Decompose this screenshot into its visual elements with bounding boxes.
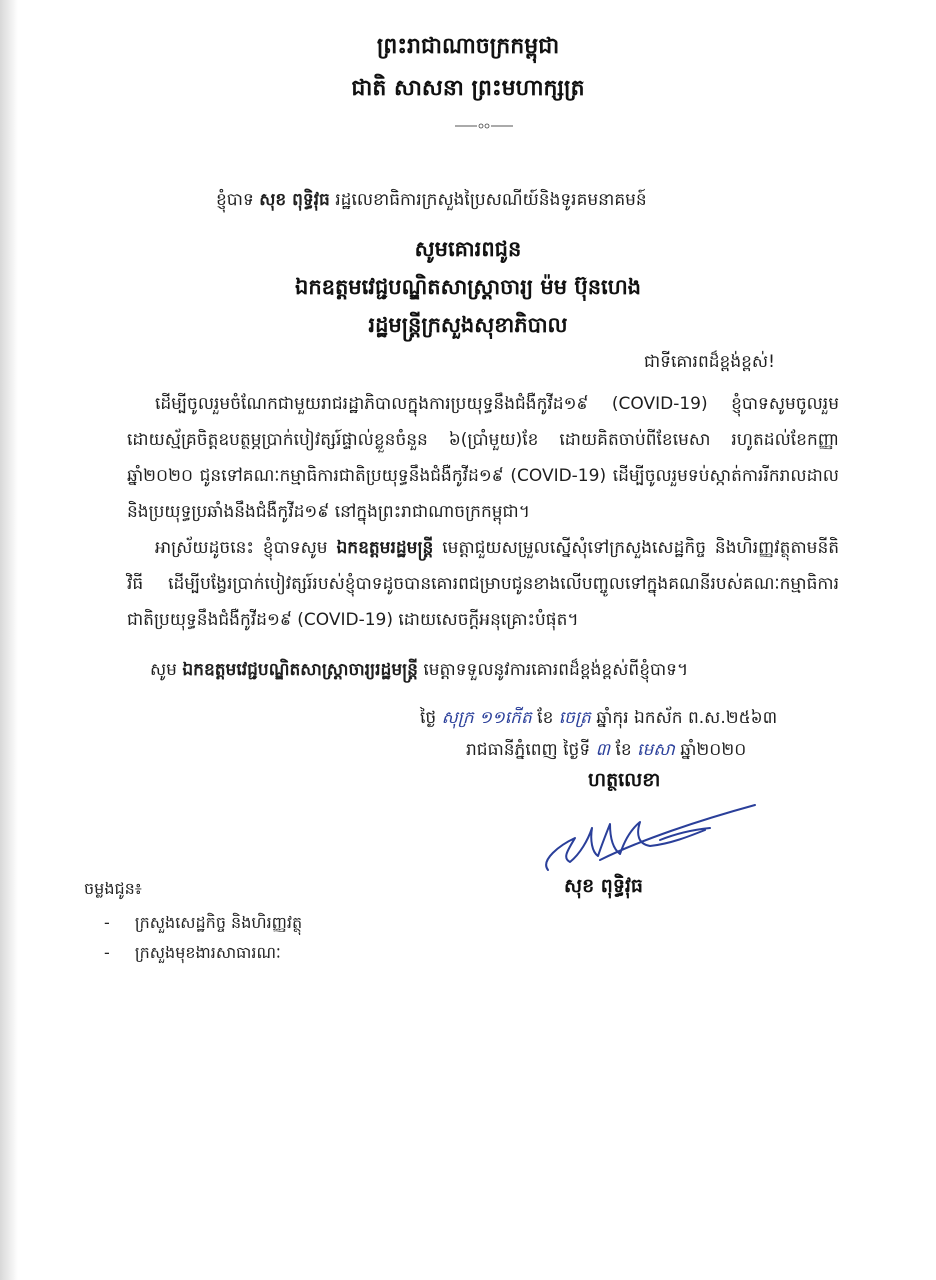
date-place: រាជធានីភ្នំពេញ ថ្ងៃទី <box>466 740 591 760</box>
lunar-month: ចេត្រ <box>558 708 591 728</box>
closing-bold: ឯកឧត្តមវេជ្ជបណ្ឌិតសាស្ត្រាចារ្យរដ្ឋមន្ត្រី <box>182 660 418 680</box>
national-motto: ជាតិ សាសនា ព្រះមហាក្សត្រ <box>351 76 585 101</box>
solar-date-line <box>466 732 746 768</box>
recipient-name: ឯកឧត្តមវេជ្ជបណ្ឌិតសាស្ត្រាចារ្យ ម៉ម ប៊ុនហេង <box>294 275 642 299</box>
lunar-phase: ១១កើត <box>479 708 532 728</box>
cc-bullet: - <box>104 913 110 932</box>
paragraph-2-bold: ឯកឧត្តមរដ្ឋមន្ត្រី <box>336 538 434 558</box>
lunar-month-prefix: ខែ <box>537 708 554 728</box>
paragraph-2-start: អាស្រ័យដូចនេះ ខ្ញុំបាទសូម <box>155 538 328 558</box>
cc-label: ចម្លងជូន៖ <box>84 879 142 898</box>
cc-item-text: ក្រសួងមុខងារសាធារណៈ <box>134 943 281 962</box>
closing-start: សូម <box>150 660 177 680</box>
sender-title: រដ្ឋលេខាធិការក្រសួងប្រៃសណីយ៍និងទូរគមនាគមន៍ <box>335 190 647 210</box>
signer-name: សុខ ពុទ្ធិវុធ <box>564 875 643 897</box>
lunar-day: សុក្រ <box>441 708 474 728</box>
date-year: ឆ្នាំ២០២០ <box>680 740 747 760</box>
ornament-divider <box>455 123 513 129</box>
signature-label: ហត្ថលេខា <box>588 769 661 791</box>
closing-end: មេត្តាទទួលនូវការគោរពដ៏ខ្ពង់ខ្ពស់ពីខ្ញុំបាទ។ <box>423 660 689 680</box>
closing-line <box>150 652 688 688</box>
lunar-date-line <box>420 700 777 736</box>
cc-bullet: - <box>104 943 110 962</box>
kingdom-heading: ព្រះរាជាណាចក្រកម្ពុជា <box>376 34 560 59</box>
lunar-year: ឆ្នាំកុរ ឯកស័ក ព.ស.២៥៦៣ <box>596 708 778 728</box>
respect-salutation: ជាទីគោរពដ៏ខ្ពង់ខ្ពស់! <box>644 352 775 372</box>
sender-name: សុខ ពុទ្ធិវុធ <box>259 190 330 210</box>
date-month: មេសា <box>637 740 675 760</box>
paragraph-2-end: មេត្តាជួយសម្រួលស្នើសុំទៅក្រសួងសេដ្ឋកិច្ច និងហិរញ្ញវត្ថុតាមនីតិវិធី ដើម្បីបង្វែរប្រាក់បៀវត្សរ៍របស់ខ្ញុំបាទដូចបានគោរពជម្រាបជូនខាងលើបញ្ចូលទៅក្នុងគណនីរបស់គណៈកម្មាធិការជាតិប្រយុទ្ធនឹងជំងឺកូវីដ១៩ (COVID-19) ដោយសេចក្ដីអនុគ្រោះបំផុត។ <box>127 538 840 630</box>
cc-item <box>104 912 302 936</box>
page-edge-shadow <box>0 0 18 1280</box>
cc-item-text: ក្រសួងសេដ្ឋកិច្ច និងហិរញ្ញវត្ថុ <box>134 913 303 932</box>
body-paragraph-1: ដើម្បីចូលរួមចំណែកជាមួយរាជរដ្ឋាភិបាលក្នុងការប្រយុទ្ធនឹងជំងឺកូវីដ១៩ (COVID-19) ខ្ញុំបាទសូមចូលរួមដោយស្ម័គ្រចិត្តឧបត្ថម្ភប្រាក់បៀវត្សរ៍ផ្ទាល់ខ្លួនចំនួន ៦(ប្រាំមួយ)ខែ ដោយគិតចាប់ពីខែមេសា រហូតដល់ខែកញ្ញា ឆ្នាំ២០២០ ជូនទៅគណៈកម្មាធិការជាតិប្រយុទ្ធនឹងជំងឺកូវីដ១៩ (COVID-19) ដើម្បីចូលរួមទប់ស្កាត់ការរីករាលដាលនិងប្រយុទ្ធប្រឆាំងនឹងជំងឺកូវីដ១៩ នៅក្នុងព្រះរាជាណាចក្រកម្ពុជា។ <box>127 394 839 522</box>
greeting: សូមគោរពជូន <box>414 237 522 261</box>
date-month-prefix: ខែ <box>615 740 632 760</box>
lunar-prefix: ថ្ងៃ <box>420 708 437 728</box>
handwritten-signature <box>540 800 760 880</box>
body-paragraph-2 <box>127 530 839 638</box>
date-day: ៣ <box>595 740 611 760</box>
cc-item <box>104 942 281 966</box>
sender-prefix: ខ្ញុំបាទ <box>216 190 254 210</box>
sender-line <box>216 182 647 218</box>
recipient-position: រដ្ឋមន្ត្រីក្រសួងសុខាភិបាល <box>368 313 568 337</box>
